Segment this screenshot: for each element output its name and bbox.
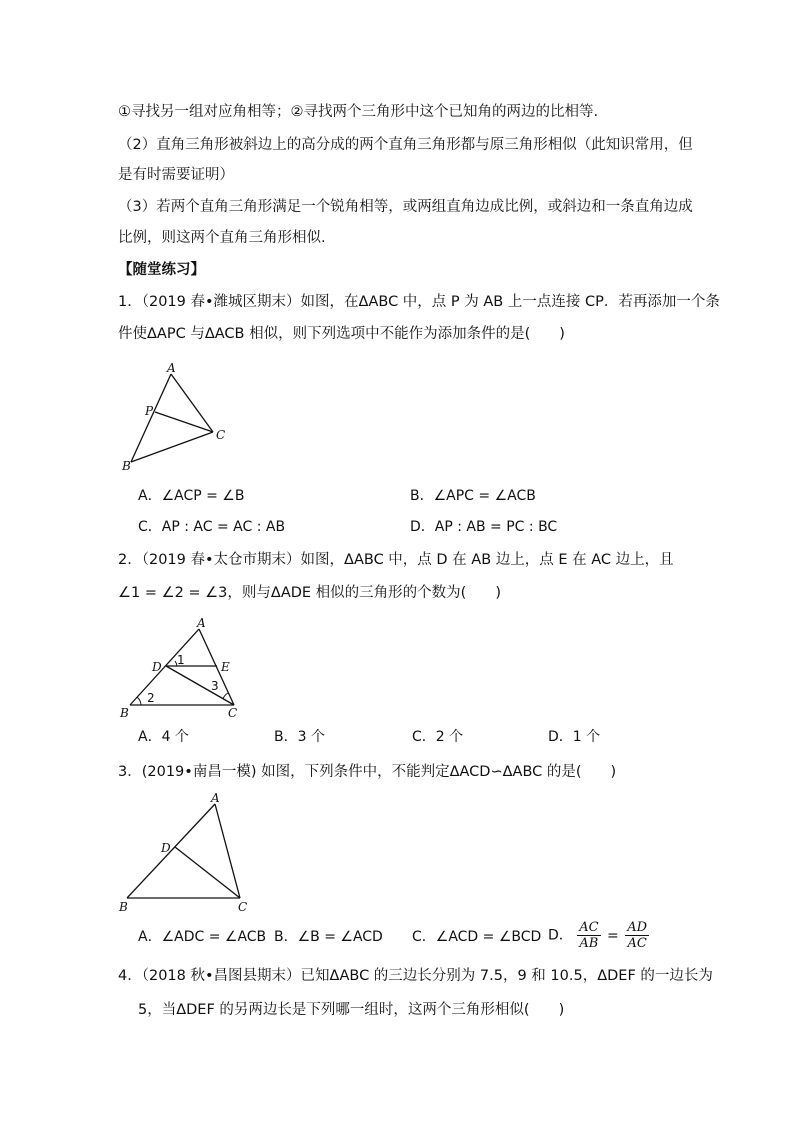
q3-option-d-fraction-left [577,920,600,951]
q3-option-d-equals: = [607,927,619,944]
q3-option-c[interactable]: C．∠ACD = ∠BCD [412,929,542,945]
q3-figure [115,790,265,915]
q3-frac-left-den: AB [579,936,599,951]
q3-label-c: C [238,900,248,914]
q1-line-1: 1．（2019 春•潍城区期末）如图，在ΔABC 中，点 P 为 AB 上一点连接 CP．若再添加一个条 [118,294,720,310]
q3-side-ab [127,804,215,898]
q2-figure [115,615,255,720]
q1-option-c[interactable]: C．AP : AC = AC : AB [138,519,286,535]
q3-option-d[interactable] [548,920,649,951]
q2-label-b: B [120,706,129,720]
q2-line-2: ∠1 = ∠2 = ∠3，则与ΔADE 相似的三角形的个数为( ) [118,585,501,601]
q1-side-ac [171,374,213,432]
q3-segment-cd [175,847,240,898]
q1-segment-cp [155,412,213,432]
q2-label-c: C [228,706,238,720]
theory-line-2a: （2）直角三角形被斜边上的高分成的两个直角三角形都与原三角形相似（此知识常用，但 [118,137,693,153]
q1-side-ab [131,374,171,462]
q2-angle-2: 2 [147,691,155,705]
q1-figure [115,360,245,475]
q1-line-2: 件使ΔAPC 与ΔACB 相似，则下列选项中不能作为添加条件的是( ) [118,326,565,342]
q2-angle-3-arc [223,693,228,699]
theory-line-2b: 是有时需要证明） [118,167,234,183]
q2-line-1: 2．（2019 春•太仓市期末）如图，ΔABC 中，点 D 在 AB 边上，点 E 在 AC 边上，且 [118,552,674,568]
q1-option-a[interactable]: A．∠ACP = ∠B [138,488,245,504]
q3-option-a[interactable]: A．∠ADC = ∠ACB [138,929,267,945]
q2-option-d[interactable]: D．1 个 [548,729,601,745]
q2-option-c[interactable]: C．2 个 [412,729,464,745]
q3-label-d: D [161,841,171,855]
theory-line-3a: （3）若两个直角三角形满足一个锐角相等，或两组直角边成比例，或斜边和一条直角边成 [118,199,693,215]
q3-option-d-prefix: D． [548,927,573,944]
q2-option-a[interactable]: A．4 个 [138,729,189,745]
q3-frac-right-den: AC [627,936,647,951]
q2-angle-3: 3 [211,679,219,693]
q3-label-b: B [119,900,128,914]
q2-label-e: E [221,660,230,674]
q2-side-ab [130,629,199,705]
q1-option-d[interactable]: D．AP : AB = PC : BC [410,519,558,535]
q4-line-2: 5，当ΔDEF 的另两边长是下列哪一组时，这两个三角形相似( ) [138,1002,565,1018]
q4-line-1: 4．（2018 秋•昌图县期末）已知ΔABC 的三边长分别为 7.5，9 和 10.5，ΔDEF 的一边长为 [118,968,713,984]
theory-line-3b: 比例，则这两个直角三角形相似. [118,230,326,246]
q1-label-a: A [167,361,176,375]
q2-label-a: A [197,616,206,630]
q2-angle-2-arc [137,697,141,705]
q3-frac-right-num: AD [627,920,648,935]
q2-label-d: D [152,660,162,674]
q3-option-b[interactable]: B．∠B = ∠ACD [274,929,383,945]
q3-side-ac [215,804,240,898]
q2-option-b[interactable]: B．3 个 [274,729,325,745]
q3-frac-left-num: AC [579,920,599,935]
q1-option-b[interactable]: B．∠APC = ∠ACB [410,488,536,504]
q3-label-a: A [211,791,220,805]
theory-line-1: ①寻找另一组对应角相等；②寻找两个三角形中这个已知角的两边的比相等. [118,104,599,120]
section-title: 【随堂练习】 [118,262,205,278]
q3-line-1: 3．(2019•南昌一模) 如图，下列条件中，不能判定ΔACD∽ΔABC 的是( ) [118,764,617,780]
q2-angle-1: 1 [177,653,185,667]
q3-option-d-fraction-right [625,920,649,951]
q1-label-b: B [122,459,131,473]
q1-label-p: P [145,404,154,418]
q1-label-c: C [216,428,226,442]
